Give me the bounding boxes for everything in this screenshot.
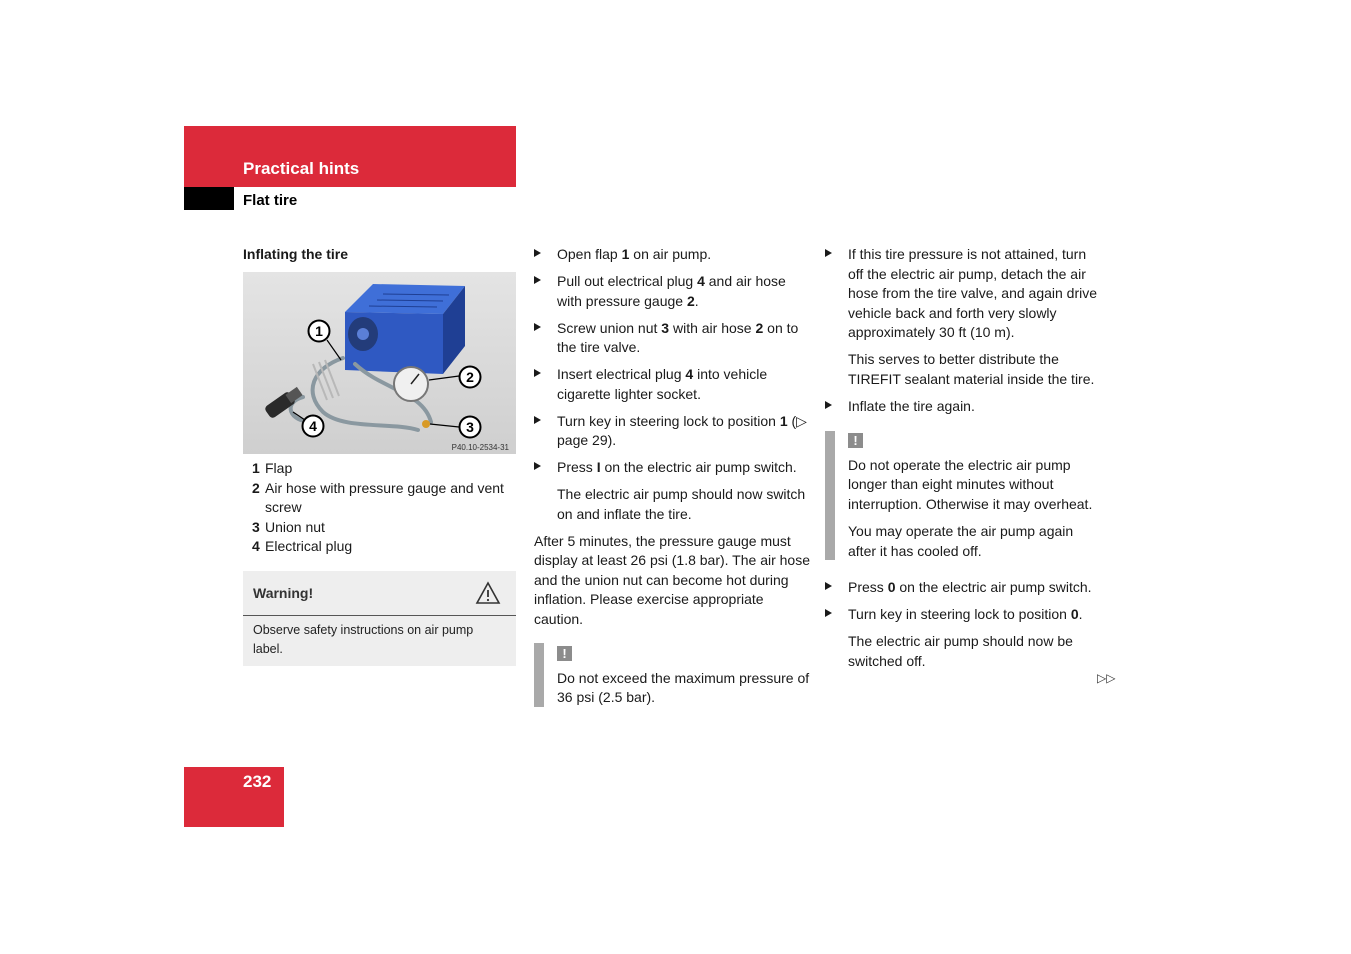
caution-text: Do not operate the electric air pump longer than eight minutes without interruption. Otherwise it may overheat. [848,456,1093,512]
step-item: Insert electrical plug 4 into vehicle cigarette lighter socket. [534,365,812,404]
step-item: Turn key in steering lock to position 0. [825,605,1105,625]
step-arrow-icon [534,323,541,331]
column-2 [534,245,812,629]
step-item: Turn key in steering lock to position 1 (▷ page 29). [534,412,812,451]
air-pump-illustration [243,272,516,454]
step-item: Press 0 on the electric air pump switch. [825,578,1105,598]
figure-legend [243,459,518,557]
step-note: This serves to better distribute the TIREFIT sealant material inside the tire. [848,351,1095,387]
step-item: Pull out electrical plug 4 and air hose with pressure gauge 2. [534,272,812,311]
continue-arrows-icon: ▷▷ [1097,671,1116,685]
warning-header [243,571,516,616]
step-arrow-icon [534,249,541,257]
step-arrow-icon [534,416,541,424]
step-list [534,245,812,478]
column-3-bottom [825,578,1105,679]
step-item: If this tire pressure is not attained, turn off the electric air pump, detach the air hose from the tire valve, and again drive vehicle back and forth very slowly approximately 30 ft (10 m). [825,245,1105,343]
legend-item: 3 Union nut [252,518,325,535]
subsection-title: Flat tire [243,192,298,209]
caution-text: You may operate the air pump again after it has cooled off. [848,523,1074,559]
body-paragraph: After 5 minutes, the pressure gauge must display at least 26 psi (1.8 bar). The air hose and the union nut can become hot during inflation. Please exercise appropriate caution. [534,532,811,627]
caution-icon: ! [848,433,863,448]
legend-item: 4 Electrical plug [252,538,353,554]
warning-title: Warning! [253,585,314,601]
step-arrow-icon [534,369,541,377]
step-arrow-icon [825,401,832,409]
step-arrow-icon [825,249,832,257]
page-number: 232 [243,772,272,791]
legend-item: 2 Air hose with pressure gauge and vent screw [252,479,504,515]
step-note: The electric air pump should now switch on and inflate the tire. [557,486,806,522]
caution-bar [825,431,835,560]
air-pump-figure [243,272,516,454]
subsection-tab [184,187,234,210]
step-item: Open flap 1 on air pump. [534,245,812,265]
step-note: The electric air pump should now be switched off. [848,633,1073,669]
caution-bar [534,643,544,707]
figure-caption: P40.10-2534-31 [451,443,509,452]
svg-text:1: 1 [315,323,323,339]
caution-text: Do not exceed the maximum pressure of 36 psi (2.5 bar). [557,669,810,705]
step-arrow-icon [825,582,832,590]
step-item: Press I on the electric air pump switch. [534,458,812,478]
section-title: Practical hints [243,159,360,178]
warning-box [243,571,516,666]
caution-icon: ! [557,646,572,661]
step-item: Inflate the tire again. [825,397,1105,417]
svg-text:2: 2 [466,369,474,385]
caution-note [557,644,812,708]
step-list [825,245,1105,343]
section-heading: Inflating the tire [243,246,348,262]
svg-text:3: 3 [466,419,474,435]
step-arrow-icon [534,276,541,284]
column-3-top [825,245,1105,424]
step-list [825,578,1105,625]
legend-item: 1 Flap [252,460,293,476]
svg-text:4: 4 [309,418,317,434]
step-item: Screw union nut 3 with air hose 2 on to the tire valve. [534,319,812,358]
caution-note [848,431,1103,561]
step-arrow-icon [534,462,541,470]
step-list [825,397,1105,417]
warning-text: Observe safety instructions on air pump label. [243,616,516,666]
step-arrow-icon [825,609,832,617]
warning-triangle-icon [475,581,501,605]
